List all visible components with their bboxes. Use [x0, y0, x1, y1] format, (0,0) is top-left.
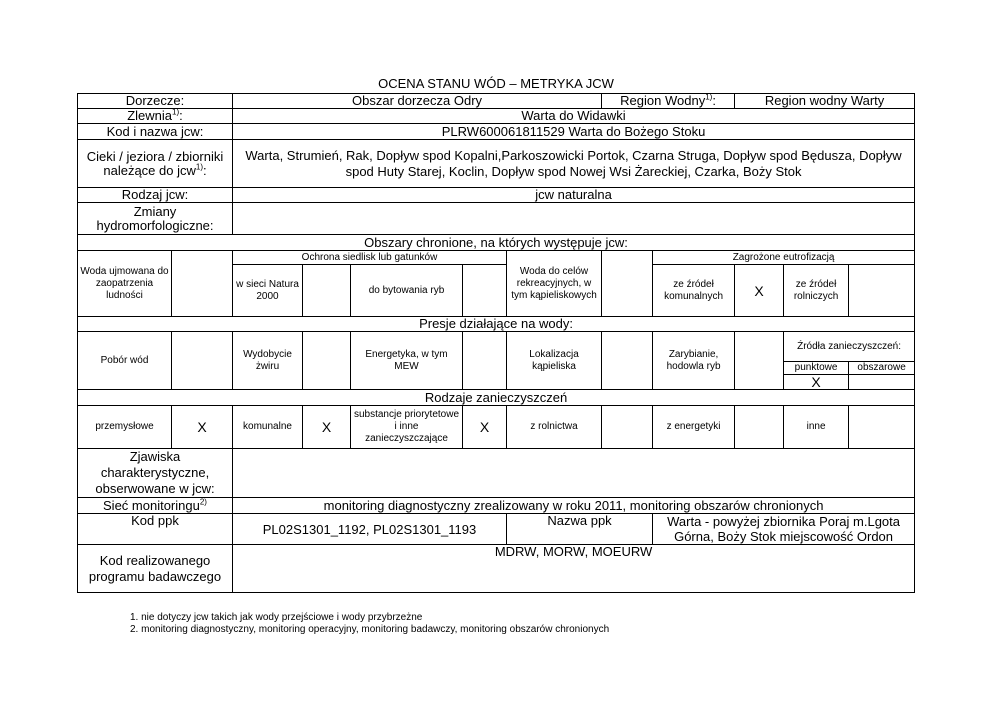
- energetyki-label: z energetyki: [653, 406, 735, 449]
- komunalne-mark: X: [303, 406, 351, 449]
- region-value: Region wodny Warty: [735, 94, 915, 109]
- zmiany-value: [233, 203, 915, 235]
- energetyka-label: Energetyka, w tym MEW: [351, 332, 463, 390]
- nazwa-ppk-label: Nazwa ppk: [507, 514, 653, 545]
- cieki-label: Cieki / jeziora / zbiorniki należące do jcw$^{1)}$:: [78, 140, 233, 188]
- przemyslowe-label: przemysłowe: [78, 406, 172, 449]
- siec-value: monitoring diagnostyczny zrealizowany w roku 2011, monitoring obszarów chronionych: [233, 498, 915, 514]
- woda-ujmowana-mark: [172, 251, 233, 317]
- komunalne-label: komunalne: [233, 406, 303, 449]
- zanieczyszczenia-heading: Rodzaje zanieczyszczeń: [78, 390, 915, 406]
- substancje-label: substancje priorytetowe i inne zanieczyszczające: [351, 406, 463, 449]
- kod-nazwa-label: Kod i nazwa jcw:: [78, 124, 233, 140]
- energetyka-mark: [463, 332, 507, 390]
- natura-label: w sieci Natura 2000: [233, 265, 303, 317]
- rolnicze-zrodla-mark: [849, 265, 915, 317]
- wydobycie-mark: [303, 332, 351, 390]
- obszarowe-mark: [849, 375, 915, 390]
- rolnicze-zrodla-label: ze źródeł rolniczych: [784, 265, 849, 317]
- bytowanie-mark: [463, 265, 507, 317]
- zrodla-heading: Źródła zanieczyszczeń:: [784, 332, 915, 362]
- bytowanie-label: do bytowania ryb: [351, 265, 463, 317]
- komunalne-zrodla-mark: X: [735, 265, 784, 317]
- energetyki-mark: [735, 406, 784, 449]
- woda-rekreacja-mark: [602, 251, 653, 317]
- inne-label: inne: [784, 406, 849, 449]
- dorzecze-value: Obszar dorzecza Odry: [233, 94, 602, 109]
- rolnictwo-label: z rolnictwa: [507, 406, 602, 449]
- punktowe-mark: X: [784, 375, 849, 390]
- footnote-1: 1. nie dotyczy jcw takich jak wody przejściowe i wody przybrzeżne: [130, 612, 423, 623]
- pobor-label: Pobór wód: [78, 332, 172, 390]
- siec-label: Sieć monitoringu$^{2)}$: [78, 498, 233, 514]
- program-label: Kod realizowanego programu badawczego: [78, 545, 233, 593]
- document-title: OCENA STANU WÓD – METRYKA JCW: [378, 76, 614, 91]
- zlewnia-value: Warta do Widawki: [233, 109, 915, 124]
- metryka-table: [77, 93, 915, 593]
- kod-ppk-label: Kod ppk: [78, 514, 233, 545]
- eutrofizacja-heading: Zagrożone eutrofizacją: [653, 251, 915, 265]
- zarybianie-mark: [735, 332, 784, 390]
- zlewnia-label: Zlewnia$^{1)}$:: [78, 109, 233, 124]
- ochrona-heading: Ochrona siedlisk lub gatunków: [233, 251, 507, 265]
- presje-heading: Presje działające na wody:: [78, 317, 915, 332]
- przemyslowe-mark: X: [172, 406, 233, 449]
- rolnictwo-mark: [602, 406, 653, 449]
- woda-ujmowana-label: Woda ujmowana do zaopatrzenia ludności: [78, 251, 172, 317]
- lokalizacja-mark: [602, 332, 653, 390]
- zmiany-label: Zmiany hydromorfologiczne:: [78, 203, 233, 235]
- rodzaj-label: Rodzaj jcw:: [78, 188, 233, 203]
- wydobycie-label: Wydobycie żwiru: [233, 332, 303, 390]
- pobor-mark: [172, 332, 233, 390]
- footnote-2: 2. monitoring diagnostyczny, monitoring operacyjny, monitoring badawczy, monitoring obszarów chronionych: [130, 624, 610, 635]
- substancje-mark: X: [463, 406, 507, 449]
- zjawiska-value: [233, 449, 915, 498]
- komunalne-zrodla-label: ze źródeł komunalnych: [653, 265, 735, 317]
- obszarowe-label: obszarowe: [849, 362, 915, 375]
- lokalizacja-label: Lokalizacja kąpieliska: [507, 332, 602, 390]
- zarybianie-label: Zarybianie, hodowla ryb: [653, 332, 735, 390]
- cieki-value: Warta, Strumień, Rak, Dopływ spod Kopalni,Parkoszowicki Portok, Czarna Struga, Dopływ spod Będusza, Dopływ spod Huty Starej, Koclin, Dopływ spod Nowej Wsi Żareckiej, Czarka, Boży Stok: [233, 140, 915, 188]
- region-label: Region Wodny$^{1)}$:: [602, 94, 735, 109]
- inne-mark: [849, 406, 915, 449]
- woda-rekreacja-label: Woda do celów rekreacyjnych, w tym kąpieliskowych: [507, 251, 602, 317]
- kod-nazwa-value: PLRW600061811529 Warta do Bożego Stoku: [233, 124, 915, 140]
- footnotes: [130, 612, 609, 636]
- program-value: MDRW, MORW, MOEURW: [233, 545, 915, 593]
- chronione-heading: Obszary chronione, na których występuje jcw:: [78, 235, 915, 251]
- nazwa-ppk-value: Warta - powyżej zbiornika Poraj m.Lgota Górna, Boży Stok miejscowość Ordon: [653, 514, 915, 545]
- zjawiska-label: Zjawiska charakterystyczne, obserwowane w jcw:: [78, 449, 233, 498]
- rodzaj-value: jcw naturalna: [233, 188, 915, 203]
- natura-mark: [303, 265, 351, 317]
- kod-ppk-value: PL02S1301_1192, PL02S1301_1193: [233, 514, 507, 545]
- dorzecze-label: Dorzecze:: [78, 94, 233, 109]
- punktowe-label: punktowe: [784, 362, 849, 375]
